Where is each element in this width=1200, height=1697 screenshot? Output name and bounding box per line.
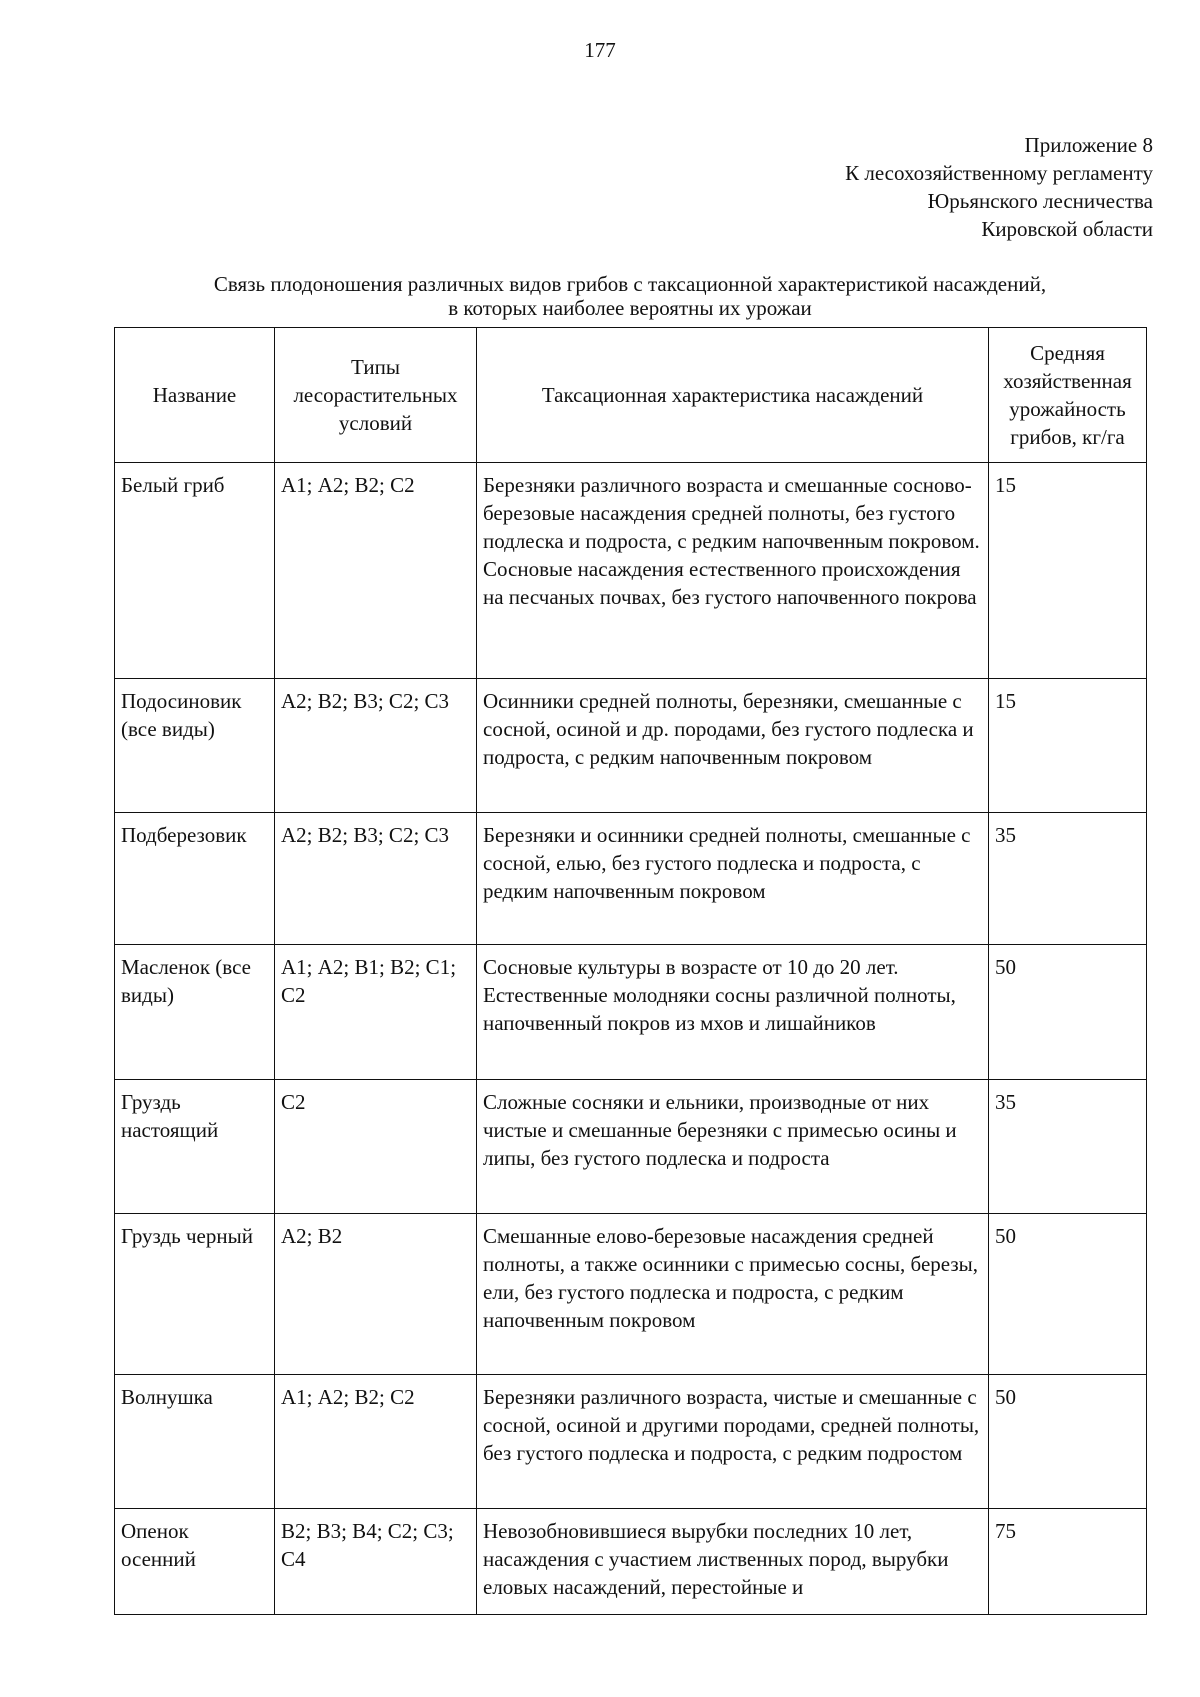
- cell-types: В2; В3; В4; С2; С3; С4: [275, 1509, 477, 1615]
- cell-name: Волнушка: [115, 1375, 275, 1509]
- cell-types: А1; А2; В1; В2; С1; С2: [275, 945, 477, 1080]
- cell-types: А1; А2; В2; С2: [275, 1375, 477, 1509]
- table-row: [115, 463, 1147, 679]
- cell-types: С2: [275, 1080, 477, 1214]
- cell-characteristic: Сложные сосняки и ельники, производные от них чистые и смешанные березняки с примесью осины и липы, без густого подлеска и подроста: [477, 1080, 989, 1214]
- cell-yield: 15: [989, 463, 1147, 679]
- cell-types: А2; В2; В3; С2; С3: [275, 813, 477, 945]
- cell-name: Масленок (все виды): [115, 945, 275, 1080]
- cell-characteristic: Сосновые культуры в возрасте от 10 до 20 лет. Естественные молодняки сосны различной полноты, напочвенный покров из мхов и лишайников: [477, 945, 989, 1080]
- cell-yield: 50: [989, 1375, 1147, 1509]
- header-characteristic: Таксационная характеристика насаждений: [477, 328, 989, 463]
- cell-characteristic: Смешанные елово-березовые насаждения средней полноты, а также осинники с примесью сосны, березы, ели, без густого подлеска и подроста, с редким напочвенным покровом: [477, 1214, 989, 1375]
- table-row: [115, 1509, 1147, 1615]
- mushroom-table: [114, 327, 1147, 1615]
- caption-line-1: Связь плодоношения различных видов грибов с таксационной характеристикой насаждений,: [213, 272, 1047, 296]
- cell-characteristic: Осинники средней полноты, березняки, смешанные с сосной, осиной и др. породами, без густого подлеска и подроста, с редким напочвенным покровом: [477, 679, 989, 813]
- cell-name: Груздь черный: [115, 1214, 275, 1375]
- cell-characteristic: Березняки различного возраста, чистые и смешанные с сосной, осиной и другими породами, средней полноты, без густого подлеска и подроста, с редким подростом: [477, 1375, 989, 1509]
- table-header-row: [115, 328, 1147, 463]
- table-row: [115, 1214, 1147, 1375]
- cell-types: А1; А2; В2; С2: [275, 463, 477, 679]
- appendix-line-3: Юрьянского лесничества: [927, 189, 1153, 213]
- cell-yield: 50: [989, 1214, 1147, 1375]
- cell-types: А2; В2: [275, 1214, 477, 1375]
- cell-name: Белый гриб: [115, 463, 275, 679]
- table-row: [115, 679, 1147, 813]
- cell-yield: 75: [989, 1509, 1147, 1615]
- page-number: 177: [584, 38, 616, 62]
- appendix-line-2: К лесохозяйственному регламенту: [845, 161, 1153, 185]
- table-row: [115, 945, 1147, 1080]
- cell-yield: 35: [989, 1080, 1147, 1214]
- appendix-line-1: Приложение 8: [1024, 133, 1153, 157]
- header-types: Типы лесорастительных условий: [275, 328, 477, 463]
- header-yield: Средняя хозяйственная урожайность грибов, кг/га: [989, 328, 1147, 463]
- cell-types: А2; В2; В3; С2; С3: [275, 679, 477, 813]
- cell-yield: 35: [989, 813, 1147, 945]
- appendix-reference: [845, 131, 1153, 243]
- cell-characteristic: Невозобновившиеся вырубки последних 10 лет, насаждения с участием лиственных пород, вырубки еловых насаждений, перестойные и: [477, 1509, 989, 1615]
- cell-name: Опенок осенний: [115, 1509, 275, 1615]
- appendix-line-4: Кировской области: [981, 217, 1153, 241]
- table-caption: [115, 272, 1145, 320]
- cell-characteristic: Березняки и осинники средней полноты, смешанные с сосной, елью, без густого подлеска и подроста, с редким напочвенным покровом: [477, 813, 989, 945]
- caption-line-2: в которых наиболее вероятны их урожаи: [448, 296, 812, 320]
- table-row: [115, 1375, 1147, 1509]
- header-name: Название: [115, 328, 275, 463]
- table-row: [115, 813, 1147, 945]
- cell-characteristic: Березняки различного возраста и смешанные сосново-березовые насаждения средней полноты, без густого подлеска и подроста, с редким напочвенным покровом. Сосновые насаждения естественного происхождения на песчаных почвах, без густого напочвенного покрова: [477, 463, 989, 679]
- cell-yield: 15: [989, 679, 1147, 813]
- cell-yield: 50: [989, 945, 1147, 1080]
- cell-name: Подберезовик: [115, 813, 275, 945]
- cell-name: Груздь настоящий: [115, 1080, 275, 1214]
- table-row: [115, 1080, 1147, 1214]
- cell-name: Подосиновик (все виды): [115, 679, 275, 813]
